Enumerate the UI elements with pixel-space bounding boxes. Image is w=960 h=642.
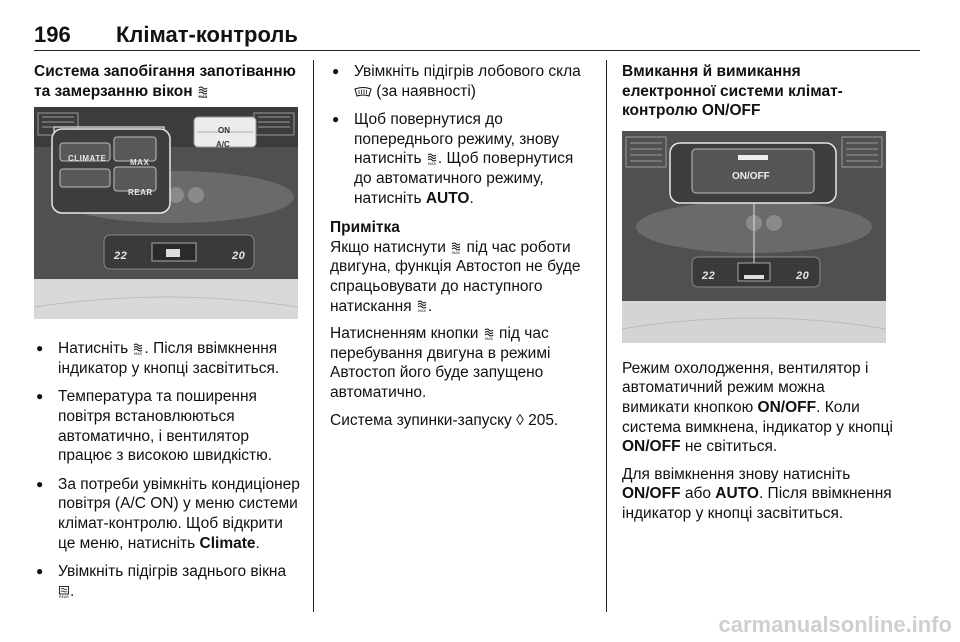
defrost-max-icon — [416, 299, 428, 313]
defrost-steps-list — [34, 339, 302, 601]
note-paragraph — [330, 238, 594, 316]
text-run: (за наявності) — [372, 82, 476, 100]
on-label: ON — [218, 126, 230, 136]
onoff-button-ref: ON/OFF — [622, 438, 681, 456]
list-item — [330, 110, 594, 208]
column-2 — [330, 62, 594, 438]
defrost-steps-list-continued — [330, 62, 594, 208]
text-run: . — [427, 297, 433, 315]
column-divider-2 — [606, 60, 607, 612]
column-1 — [34, 62, 302, 610]
page-reference-icon: ◊ — [516, 411, 524, 429]
text-run: . — [469, 189, 474, 207]
note-heading: Примітка — [330, 219, 400, 237]
defrost-max-icon — [132, 342, 144, 356]
climate-button-ref: Climate — [199, 534, 256, 552]
onoff-button-ref: ON/OFF — [757, 398, 817, 416]
text-run: Якщо натиснути — [330, 238, 451, 256]
page-reference-link[interactable]: 205. — [523, 411, 559, 429]
auto-button-ref: AUTO — [425, 189, 470, 207]
text-run: . Щоб повернутися до автоматичного режиму, натисніть — [354, 150, 574, 207]
heading-line-1: Система запобігання запотіванню — [34, 63, 296, 80]
text-run: Для ввімкнення знову натисніть — [622, 465, 851, 483]
watermark: carmanualsonline.info — [718, 612, 952, 637]
text-run: або — [680, 485, 716, 503]
windshield-heating-icon — [354, 86, 372, 98]
temp-right-label: 20 — [232, 250, 246, 263]
onoff-panel-drawing — [622, 131, 886, 343]
autostop-paragraph — [330, 324, 594, 402]
heading-line-2: та замерзанню вікон — [34, 82, 193, 100]
onoff-panel-illustration — [622, 131, 886, 343]
text-run: Натисніть — [58, 340, 133, 358]
list-item — [34, 387, 302, 465]
text-run: Система зупинки-запуску — [330, 411, 517, 429]
climate-panel-illustration — [34, 107, 298, 319]
rear-window-heating-icon — [58, 585, 70, 599]
rear-label: REAR — [128, 188, 153, 198]
text-run: Щоб повернутися до попереднього режиму, знову натисніть — [354, 111, 560, 168]
text-run: Температура та поширення повітря встановлюються автоматично, і вентилятор працює з високою швидкістю. — [58, 388, 273, 465]
text-run: . Після ввімкнення індикатор у кнопці засвітиться. — [622, 485, 892, 522]
text-run: Режим охолодження, вентилятор і автоматичний режим можна вимикати кнопкою — [622, 359, 869, 416]
onoff-paragraph-1 — [622, 359, 894, 457]
column-divider-1 — [313, 60, 314, 612]
onoff-label: ON/OFF — [732, 170, 770, 182]
text-run: . — [70, 582, 75, 600]
defrost-max-icon — [450, 241, 462, 255]
list-item — [330, 62, 594, 101]
list-item — [34, 339, 302, 378]
temp-left-label: 22 — [114, 250, 128, 263]
page-header — [34, 22, 926, 52]
defrost-max-icon — [426, 152, 438, 166]
list-item — [34, 562, 302, 601]
page-number: 196 — [34, 22, 71, 47]
list-item — [34, 475, 302, 553]
column-3 — [622, 62, 894, 532]
text-run: Увімкніть підігрів лобового скла — [354, 63, 581, 80]
text-run: . Після ввімкнення індикатор у кнопці засвітиться. — [58, 340, 280, 377]
header-rule — [34, 50, 920, 51]
ac-label: A/C — [216, 140, 230, 150]
onoff-section-heading: Вмикання й вимикання електронної системи клімат-контролю ON/OFF — [622, 63, 843, 120]
text-run: Натисненням кнопки — [330, 325, 483, 343]
climate-label: CLIMATE — [68, 154, 107, 164]
max-label: MAX — [130, 158, 150, 168]
climate-panel-drawing — [34, 107, 298, 319]
text-run: . — [255, 534, 260, 552]
defrost-max-icon — [483, 327, 495, 341]
defrost-section-heading — [34, 62, 302, 101]
text-run: під час перебування двигуна в режимі Автостоп його буде запущено автоматично. — [330, 325, 551, 401]
temp-left-label: 22 — [702, 269, 716, 282]
text-run: під час роботи двигуна, функція Автостоп не буде спрацьовувати до наступного натискання — [330, 238, 581, 315]
chapter-title: Клімат-контроль — [116, 22, 298, 47]
cross-reference — [330, 411, 594, 431]
auto-button-ref: AUTO — [715, 485, 759, 503]
text-run: не світиться. — [680, 438, 778, 456]
text-run: . Коли система вимкнена, індикатор у кнопці — [622, 398, 893, 436]
text-run: За потреби увімкніть кондиціонер повітря (A/C ON) у меню системи клімат-контролю. Щоб відкрити це меню, натисніть — [58, 475, 300, 552]
onoff-paragraph-2 — [622, 465, 894, 524]
onoff-button-ref: ON/OFF — [622, 485, 681, 503]
temp-right-label: 20 — [796, 269, 810, 282]
text-run: Увімкніть підігрів заднього вікна — [58, 563, 287, 581]
defrost-max-icon — [197, 85, 209, 99]
